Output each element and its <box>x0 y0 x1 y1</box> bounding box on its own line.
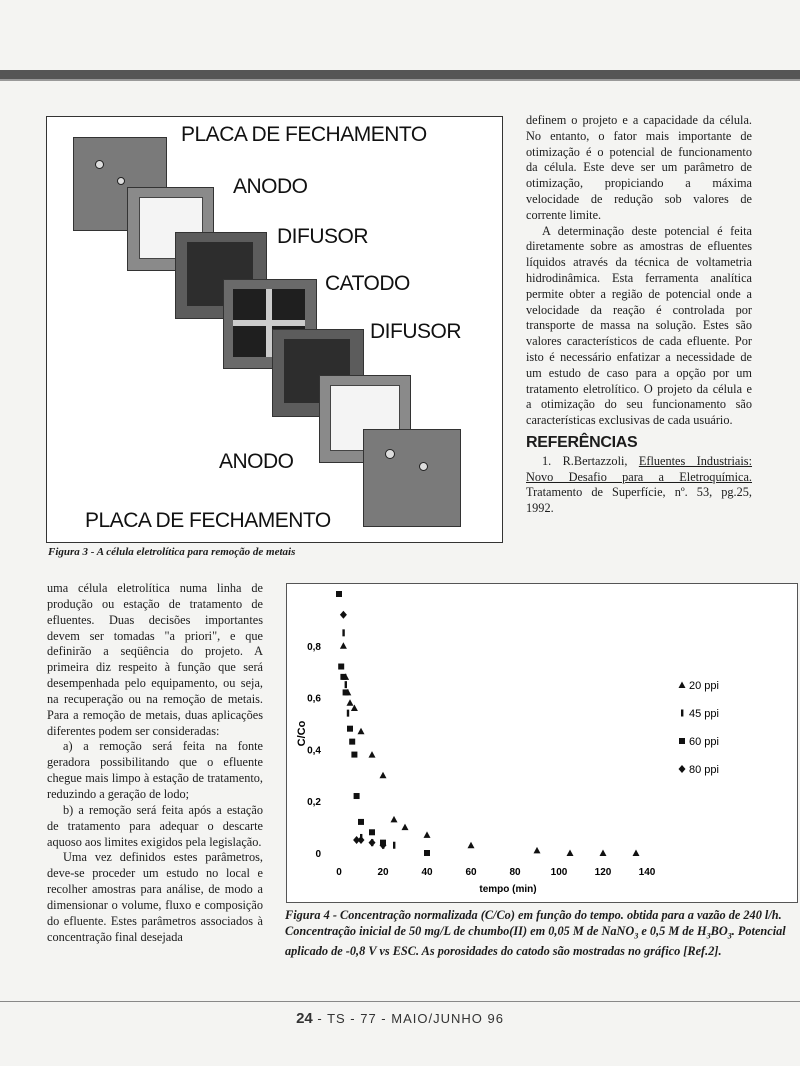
data-point-square <box>347 726 353 732</box>
x-tick-label: 100 <box>550 867 568 878</box>
x-tick-label: 60 <box>465 867 477 878</box>
data-point-triangle <box>358 728 365 735</box>
legend-marker-triangle <box>679 682 686 689</box>
data-point-triangle <box>391 816 398 823</box>
y-tick-label: 0,2 <box>307 797 321 809</box>
data-point-bar <box>347 710 349 717</box>
left-column-text <box>47 581 263 945</box>
page-number: 24 <box>296 1010 313 1027</box>
paragraph: b) a remoção será feita após a estação de tratamento para adequar o descarte aquoso aos limites exigidos pela legislação. <box>47 802 263 849</box>
x-tick-label: 40 <box>421 867 433 878</box>
legend-marker-diamond <box>679 765 686 773</box>
paragraph: a) a remoção será feita na fonte geradora possibilitando que o efluente chegue mais limpo à estação de tratamento, reduzindo a geração de lodo; <box>47 739 263 801</box>
caption-subscript: 3 <box>727 931 732 941</box>
y-tick-label: 0,6 <box>307 693 321 705</box>
figure-4-caption <box>285 908 795 960</box>
y-tick-label: 0,4 <box>307 745 321 757</box>
data-point-triangle <box>424 831 431 838</box>
label-diffuser-1: DIFUSOR <box>277 225 368 248</box>
paragraph: definem o projeto e a capacidade da célula. No entanto, o fator mais importante de otimização é o potencial de funcionamento da célula. Este deve ser um parâmetro de otimização, propiciando a máxima velocidade de redução sob valores de corrente limite. <box>526 113 752 222</box>
data-point-square <box>354 793 360 799</box>
reference-author: 1. R.Bertazzoli, <box>542 453 639 468</box>
data-point-square <box>424 850 430 856</box>
right-column-text <box>526 113 752 517</box>
y-tick-label: 0 <box>315 849 321 860</box>
data-point-triangle <box>347 699 354 706</box>
caption-subscript: 3 <box>706 931 711 941</box>
reference-source: Tratamento de Superfície, nº. 53, pg.25, 1992. <box>526 485 752 516</box>
label-anode-top: ANODO <box>233 175 308 198</box>
data-point-triangle <box>633 850 640 857</box>
legend-marker-bar <box>681 710 683 717</box>
data-point-diamond <box>340 611 347 619</box>
data-point-triangle <box>534 847 541 854</box>
legend-label: 20 ppi <box>689 680 719 692</box>
reference-title: Efluentes Industriais: Novo Desafio para a Eletroquímica. <box>526 453 753 484</box>
legend-label: 60 ppi <box>689 736 719 748</box>
data-point-square <box>358 819 364 825</box>
label-diffuser-2: DIFUSOR <box>370 320 461 343</box>
paragraph: Uma vez definidos estes parâmetros, deve-se proceder um estudo no local e recolher amostras para análise, de modo a dimensionar o volume, fluxo e composição do efluente. Estes parâmetros associados à concentração final desejada <box>47 850 263 944</box>
header-bar-shadow <box>0 79 800 81</box>
legend-label: 45 ppi <box>689 708 719 720</box>
data-point-square <box>351 752 357 758</box>
page-footer <box>0 1010 800 1027</box>
plate-hole <box>419 462 428 471</box>
legend-marker-square <box>679 738 685 744</box>
plate-hole <box>385 449 395 459</box>
figure-4-chart <box>286 583 798 903</box>
data-point-triangle <box>468 842 475 849</box>
footer-issue: - TS - 77 - MAIO/JUNHO 96 <box>312 1011 504 1026</box>
x-tick-label: 140 <box>638 867 656 878</box>
data-point-triangle <box>340 642 347 649</box>
data-point-triangle <box>402 824 409 831</box>
data-point-triangle <box>380 772 387 779</box>
x-tick-label: 120 <box>594 867 612 878</box>
closing-plate-bottom <box>363 429 461 527</box>
paragraph: uma célula eletrolítica numa linha de produção ou estação de tratamento de efluentes. Duas decisões importantes devem ser tomadas "a priori", e que definirão a seqüência do projeto. A primeira diz respeito à função que será desempenhada pelo equipamento, ou seja, na recuperação ou na remoção de metais. Para a remoção de metais, duas aplicações diferentes podem ser consideradas: <box>47 581 263 738</box>
paragraph: A determinação deste potencial é feita diretamente sobre as amostras de efluentes líquidos através da técnica de voltametria hidrodinâmica. Esta ferramenta analítica permite obter a região de potencial onde a velocidade da reação é controlada por transporte de massa na solução. Estes são valores característicos de cada efluente. Por isto é necessário enfatizar a necessidade de um estudo de caso para a opção por um tratamento eletrolítico. O projeto da célula e a otimização do seu funcionamento são características exclusivas de cada usuário. <box>526 223 752 428</box>
label-closing-plate-top: PLACA DE FECHAMENTO <box>181 123 427 146</box>
data-point-diamond <box>369 839 376 847</box>
footer-rule <box>0 1001 800 1002</box>
data-point-bar <box>393 842 395 849</box>
caption-text: BO <box>710 923 728 938</box>
caption-text: e 0,5 M de H <box>638 923 707 938</box>
header-bar <box>0 70 800 79</box>
data-point-square <box>369 829 375 835</box>
caption-subscript: 3 <box>634 931 639 941</box>
y-axis-label: C/Co <box>296 720 308 747</box>
data-point-triangle <box>567 850 574 857</box>
figure-3-caption: Figura 3 - A célula eletrolítica para remoção de metais <box>48 546 296 558</box>
label-anode-bottom: ANODO <box>219 450 294 473</box>
plate-hole <box>95 160 104 169</box>
data-point-square <box>349 739 355 745</box>
label-closing-plate-bottom: PLACA DE FECHAMENTO <box>85 509 331 532</box>
data-point-bar <box>345 681 347 688</box>
x-tick-label: 20 <box>377 867 389 878</box>
data-point-bar <box>342 629 344 636</box>
data-point-triangle <box>369 751 376 758</box>
references-heading: REFERÊNCIAS <box>526 433 638 451</box>
data-point-triangle <box>600 850 607 857</box>
label-cathode: CATODO <box>325 272 410 295</box>
data-point-square <box>338 664 344 670</box>
data-point-square <box>343 689 349 695</box>
x-tick-label: 80 <box>509 867 521 878</box>
data-point-square <box>340 674 346 680</box>
data-point-diamond <box>358 836 365 844</box>
cathode-cross-h <box>233 320 305 326</box>
plate-hole <box>117 177 125 185</box>
y-tick-label: 0,8 <box>307 641 321 653</box>
caption-text: . Potencial aplicado de -0,8 V vs ESC. As porosidades do catodo são mostradas no gráfico [Ref.2]. <box>285 923 786 959</box>
data-point-square <box>336 591 342 597</box>
caption-text: Figura 4 - Concentração normalizada (C/Co) em função do tempo. obtida para a vazão de 240 l/h. Concentração inicial de 50 mg/L de chumbo(II) em 0,05 M de NaNO <box>285 908 782 938</box>
x-axis-label: tempo (min) <box>479 884 537 895</box>
chart-svg <box>287 584 797 902</box>
figure-3-cell-diagram <box>46 116 503 543</box>
x-tick-label: 0 <box>336 867 342 878</box>
reference-1 <box>526 454 752 517</box>
legend-label: 80 ppi <box>689 764 719 776</box>
